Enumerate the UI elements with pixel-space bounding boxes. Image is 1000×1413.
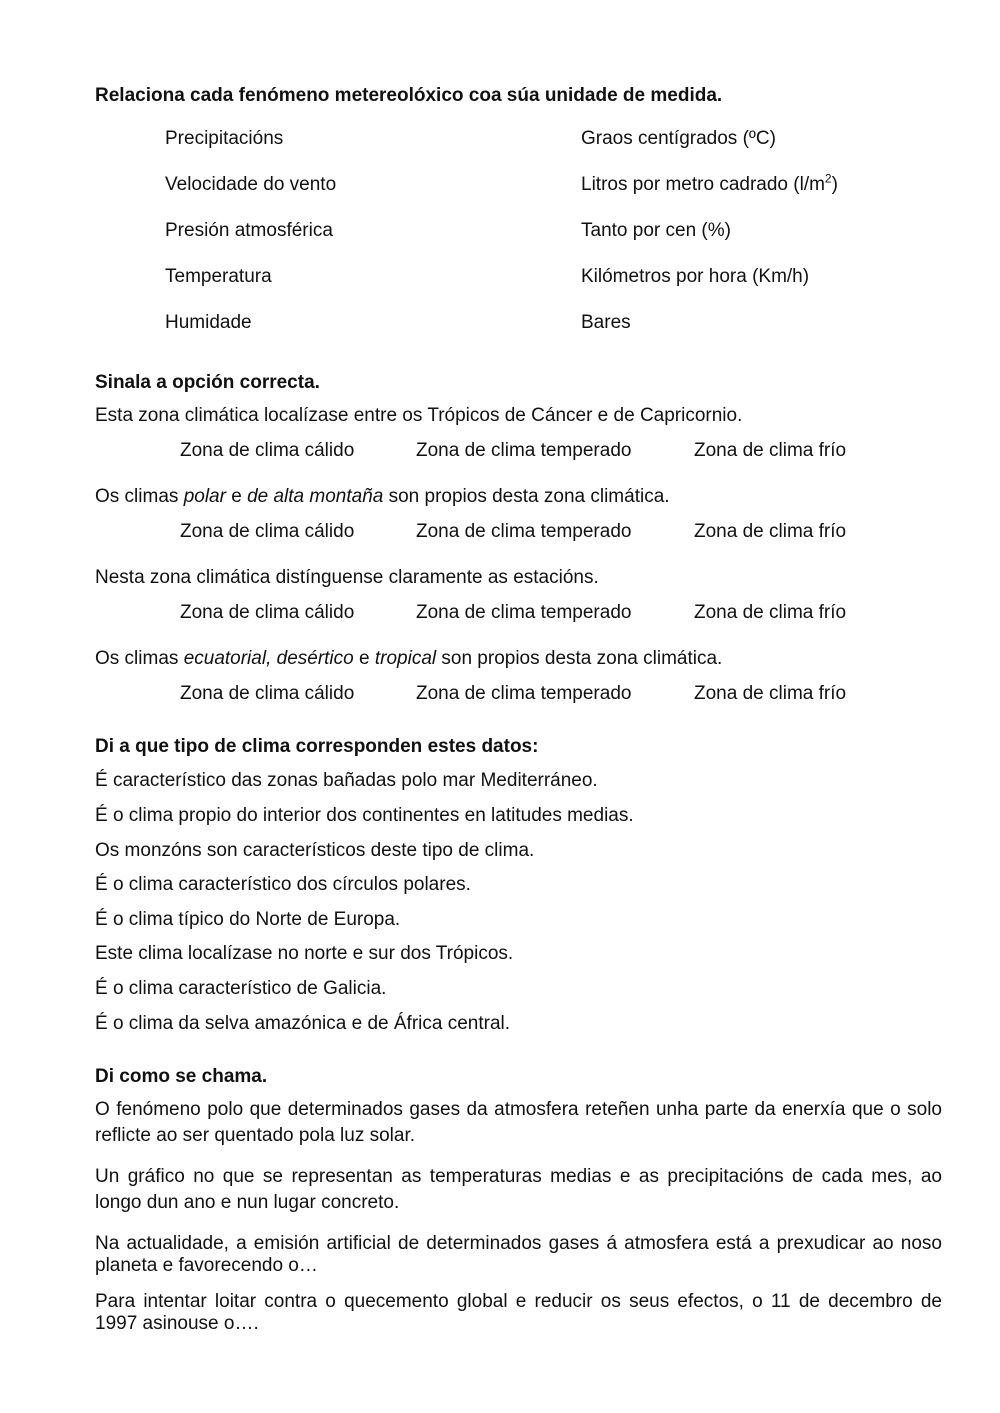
option-warm[interactable]: Zona de clima cálido <box>180 521 355 542</box>
option-cold[interactable]: Zona de clima frío <box>694 683 847 704</box>
phenomenon-item: Humidade <box>165 312 252 333</box>
unit-text: Litros por metro cadrado (l/m <box>581 174 825 195</box>
question-part: son propios desta zona climática. <box>383 486 670 507</box>
section3-heading: Di a que tipo de clima corresponden estes datos: <box>95 736 539 757</box>
phenomenon-item: Temperatura <box>165 266 272 287</box>
definition-paragraph: Para intentar loitar contra o quecemento global e reducir os seus efectos, o 11 de decembro de 1997 asinouse o…. <box>95 1291 942 1334</box>
unit-item: Kilómetros por hora (Km/h) <box>581 266 810 287</box>
unit-item <box>581 173 838 197</box>
climate-statement: É o clima da selva amazónica e de África central. <box>95 1013 511 1034</box>
question-emphasis: polar <box>183 486 226 507</box>
section2-heading: Sinala a opción correcta. <box>95 372 320 393</box>
question-emphasis: tropical <box>374 648 437 669</box>
unit-item: Bares <box>581 312 631 333</box>
option-temperate[interactable]: Zona de clima temperado <box>416 683 632 704</box>
question-text: Nesta zona climática distínguense claramente as estacións. <box>95 567 599 588</box>
phenomenon-item: Velocidade do vento <box>165 174 337 195</box>
option-cold[interactable]: Zona de clima frío <box>694 602 847 623</box>
option-warm[interactable]: Zona de clima cálido <box>180 440 355 461</box>
section1-heading: Relaciona cada fenómeno metereolóxico coa súa unidade de medida. <box>95 85 723 106</box>
climate-statement: É característico das zonas bañadas polo mar Mediterráneo. <box>95 770 598 791</box>
question-text <box>95 485 670 509</box>
question-text: Esta zona climática localízase entre os Trópicos de Cáncer e de Capricornio. <box>95 405 743 426</box>
option-temperate[interactable]: Zona de clima temperado <box>416 602 632 623</box>
unit-item: Graos centígrados (ºC) <box>581 128 776 149</box>
option-temperate[interactable]: Zona de clima temperado <box>416 521 632 542</box>
option-cold[interactable]: Zona de clima frío <box>694 521 847 542</box>
climate-statement: Os monzóns son característicos deste tipo de clima. <box>95 840 535 861</box>
option-warm[interactable]: Zona de clima cálido <box>180 683 355 704</box>
climate-statement: É o clima característico de Galicia. <box>95 978 387 999</box>
climate-statement: É o clima propio do interior dos continentes en latitudes medias. <box>95 805 634 826</box>
phenomenon-item: Precipitacións <box>165 128 284 149</box>
question-emphasis: ecuatorial, desértico <box>183 648 354 669</box>
option-cold[interactable]: Zona de clima frío <box>694 440 847 461</box>
unit-superscript: 2 <box>824 171 832 186</box>
question-part: e <box>225 486 248 507</box>
question-text <box>95 647 722 671</box>
section4-heading: Di como se chama. <box>95 1066 268 1087</box>
definition-paragraph: O fenómeno polo que determinados gases da atmosfera reteñen unha parte da enerxía que o solo reflicte ao ser quentado pola luz solar. <box>95 1099 942 1146</box>
climate-statement: É o clima característico dos círculos polares. <box>95 874 471 895</box>
climate-statement: Este clima localízase no norte e sur dos Trópicos. <box>95 943 514 964</box>
question-emphasis: de alta montaña <box>247 486 384 507</box>
question-part: Os climas <box>95 648 184 669</box>
option-warm[interactable]: Zona de clima cálido <box>180 602 355 623</box>
question-part: e <box>353 648 375 669</box>
unit-text: ) <box>831 174 838 195</box>
question-part: Os climas <box>95 486 184 507</box>
option-temperate[interactable]: Zona de clima temperado <box>416 440 632 461</box>
climate-statement: É o clima típico do Norte de Europa. <box>95 909 401 930</box>
definition-paragraph: Na actualidade, a emisión artificial de determinados gases á atmosfera está a prexudicar ao noso planeta e favorecendo o… <box>95 1233 942 1276</box>
question-part: son propios desta zona climática. <box>436 648 723 669</box>
definition-paragraph: Un gráfico no que se representan as temperaturas medias e as precipitacións de cada mes, ao longo dun ano e nun lugar concreto. <box>95 1166 942 1213</box>
unit-item: Tanto por cen (%) <box>581 220 731 241</box>
phenomenon-item: Presión atmosférica <box>165 220 333 241</box>
